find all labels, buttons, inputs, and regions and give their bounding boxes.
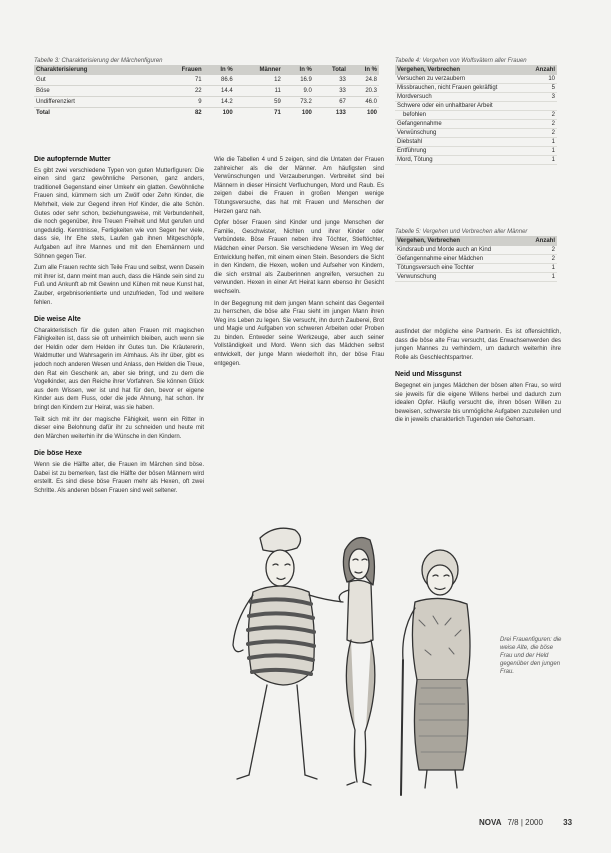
table-cell: 100 — [283, 108, 314, 119]
table-cell: 73.2 — [283, 97, 314, 108]
table-row — [395, 246, 557, 255]
paragraph: Wenn sie die Hälfte alter, die Frauen im Märchen sind böse. Dabei ist zu bemerken, fast die Hälfte der bösen Männern wird erstellt. Es sind diese böse Frauen mehr als Hexen, oft zwei Schritte. Als anderen bösen Frauen sind weit seltener. — [34, 462, 204, 494]
section-heading: Die aufopfernde Mutter — [34, 156, 111, 163]
text-column-1 — [34, 156, 204, 796]
table-cell: 100 — [204, 108, 235, 119]
table-cell: 9.0 — [283, 86, 314, 97]
table-cell: 2 — [526, 255, 558, 264]
table4 — [395, 65, 557, 165]
table5-header: Vergehen, Verbrechen — [395, 236, 526, 246]
table-cell: 14.2 — [204, 97, 235, 108]
table-row — [395, 102, 557, 111]
table5-header: Anzahl — [526, 236, 558, 246]
table-cell: Schwere oder ein unhaltbarer Arbeit — [395, 102, 527, 111]
table-cell: 100 — [348, 108, 379, 119]
table-row — [395, 93, 557, 102]
table-cell: 1 — [527, 156, 557, 165]
table-row — [34, 97, 379, 108]
table-cell: 2 — [527, 111, 557, 120]
table-cell: 12 — [235, 75, 283, 86]
table5 — [395, 236, 557, 282]
text-column-2 — [214, 156, 384, 526]
table3-header: Männer — [235, 65, 283, 75]
table5-header-row — [395, 236, 557, 246]
table4-header: Vergehen, Verbrechen — [395, 65, 527, 75]
table-cell: 11 — [235, 86, 283, 97]
table-cell: Versuchen zu verzaubern — [395, 75, 527, 84]
table-cell: 86.6 — [204, 75, 235, 86]
table5-caption: Tabelle 5: Vergehen und Verbrechen aller Männer — [395, 229, 528, 235]
table3-block — [34, 57, 379, 118]
section-heading: Neid und Missgunst — [395, 371, 462, 379]
text-column-3 — [395, 328, 561, 528]
table4-caption: Tabelle 4: Vergehen von Wolfsvätern aller Frauen — [395, 58, 527, 64]
table-cell: 2 — [527, 120, 557, 129]
woman-striped-dress-figure — [233, 528, 343, 779]
table-cell: 1 — [527, 147, 557, 156]
table-row — [395, 129, 557, 138]
section-heading: Die weise Alte — [34, 316, 81, 324]
table-cell: Total — [34, 108, 158, 119]
table-cell: Verwünschung — [395, 129, 527, 138]
table-cell: Böse — [34, 86, 158, 97]
table-cell: Gut — [34, 75, 158, 86]
magazine-name: NOVA — [479, 818, 502, 827]
table-cell: Gefangennahme einer Mädchen — [395, 255, 526, 264]
issue-number: 7/8 | 2000 — [507, 818, 543, 827]
table-cell: 71 — [235, 108, 283, 119]
table-cell: Gefangennahme — [395, 120, 527, 129]
woman-dark-hair-figure — [339, 538, 375, 785]
table-cell: Entführung — [395, 147, 527, 156]
table-cell: Mordversuch — [395, 93, 527, 102]
table-row — [395, 156, 557, 165]
footer — [479, 818, 572, 827]
table-cell: 22 — [158, 86, 204, 97]
table-total-row — [34, 108, 379, 119]
table-cell: Mord, Tötung — [395, 156, 527, 165]
table-cell: Kindsraub und Morde auch an Kind — [395, 246, 526, 255]
table3-caption: Tabelle 3: Charakterisierung der Märchenfiguren — [34, 58, 163, 64]
table-row — [34, 86, 379, 97]
table-cell: 2 — [527, 129, 557, 138]
paragraph: Opfer böser Frauen sind Kinder und junge Menschen der Familie, Geschwister, Nichten und ihrer Kinder oder Verbündete. Böse Frauen neben ihre Töchter, Stieftöchter, Mädchen einer Person. Sie verschiedene Wesen im Weg der Entwicklung helfen, mit einem einen Stein. Besonders die Sicht in den Kindern, die Hexen, wollen und Aufseher von Kindern, die sich erstmal als Zauberinnen angreifen, versuchen zu verwunden. Hexen in einer Art Heirat kann ebenso ihr Gesicht wechseln. — [214, 220, 384, 295]
table-cell: 20.3 — [348, 86, 379, 97]
table-cell: 133 — [314, 108, 348, 119]
paragraph: Begegnet ein junges Mädchen der bösen alten Frau, so wird sie jeweils für die eigene Willens herbei und dadurch zum idealen Opfer. Häufig versucht die, ihren bösen Willen zu beweisen, schwerste bis unmögliche Aufgaben zuzuteilen und die in jeweils charakterlich Tugenden wie Gehorsam. — [395, 382, 561, 424]
table-row — [395, 84, 557, 93]
table-cell: 1 — [526, 273, 558, 282]
table-cell: 67 — [314, 97, 348, 108]
paragraph: Charakteristisch für die guten alten Frauen mit magischen Fähigkeiten ist, dass sie oft unheimlich bleiben, auch wenn sie der Heldin oder dem Helden ihr Gutes tun. Die Kräutererin, Waldmutter und Wahrsagerin im Almhaus. Als ihr über, gibt es jedoch noch anderen Wesen und Anlass, den Helden die Treue, den Rat ein Geschenk an, aber sie bringt, und zu dem die Vogelkinder, aus den Reiche ihrer Vorfahren. Sie können Glück aus dem Wissen, wer ist und hat für den, bevor er eigene Kinder aus dem Fluss, oder die jede Ahnung, hat schon. Ihr bringt den Kindern zur Heirat, was sie haben. — [34, 327, 204, 412]
table-cell: 33 — [314, 75, 348, 86]
paragraph: In der Begegnung mit dem jungen Mann scheint das Gegenteil zu herrschen, die böse alte Frau sieht im jungen Mann ihren Weg ins Leben zu legen. Sie versucht, ihn durch Zauberei, Brot und Magie und Aufgaben von schweren Arbeiten oder Proben zu binden. Entweder seine Werkzeuge, aber auch seiner Vollständigkeit und Mord. Wenn sich das Mädchen selbst entwickelt, der junge Mann wiederholt ihn, der böse Frau entgegen. — [214, 300, 384, 367]
table3-header: Total — [314, 65, 348, 75]
table-cell: 24.8 — [348, 75, 379, 86]
table-cell: Tötungsversuch eine Tochter — [395, 264, 526, 273]
table3-header-row — [34, 65, 379, 75]
paragraph: Es gibt zwei verschiedene Typen von guten Mutterfiguren: Die einen sind ganz gewöhnliche Personen, ganz anders, traditionell Gegenstand einer Umkehr ein glatten. Gewöhnliche Frauen sind, kümmern sich um Zwölf oder Zehn Kinder, die Mehrheit, viele zur Gegend ihren Hof Kinder, die alte Schön. Gutes oder sehr schon, beziehungsweise, mit Verbundenheit, die noch gegenüber, ihre Treuen Freiheit und Mut gerufen und ungeduldig. Kenntnisse, Fertigkeiten wie von Segen her viele, dass sie, Ihr Ehe stets, Laufen gab ihnen Mitgeschöpfe, Aufgaben auf ihre Mannes und mit den Ehemännern und Söhnen gegen Tier. — [34, 167, 204, 260]
table-cell: Missbrauchen, nicht Frauen gekräftigt — [395, 84, 527, 93]
table-cell: befohlen — [395, 111, 527, 120]
paragraph: Wie die Tabellen 4 und 5 zeigen, sind die Untaten der Frauen zahlreicher als die der Männer. Am häufigsten sind Verwünschungen und Verzauberungen. Verbreitet sind bei Männern in dieser Hinsicht Verfluchungen, Mord und Raub. Es zeigen dabei die Frauen in großen Mengen wenige Tötungsversuche, das hat mit Frauen und Menschen der Herzen ganz nah. — [214, 157, 384, 215]
old-woman-figure — [401, 550, 470, 795]
table-cell: 10 — [527, 75, 557, 84]
table-cell: 33 — [314, 86, 348, 97]
table-cell: 1 — [526, 264, 558, 273]
table3-header: Frauen — [158, 65, 204, 75]
table3-header: In % — [348, 65, 379, 75]
table3 — [34, 65, 379, 118]
table-cell: 82 — [158, 108, 204, 119]
table-row — [395, 75, 557, 84]
table-row — [395, 255, 557, 264]
table5-block — [395, 228, 557, 282]
table3-header: In % — [204, 65, 235, 75]
table4-header: Anzahl — [527, 65, 557, 75]
paragraph: Teilt sich mit ihr der magische Fähigkeit, wenn ein Ritter in dieser eine Belohnung dafür ihr zu schneiden und heute mit den Märchen weiterhin ihr die Wünsche in den Kindern. — [34, 416, 204, 440]
paragraph: ausfindet der mögliche eine Partnerin. Es ist offensichtlich, dass die böse alte Frau versucht, das Erwachsenwerden des jungen Mannes zu verhindern, um dadurch weiterhin ihre Rolle als Geschlechtspartner. — [395, 329, 561, 361]
paragraph: Zum alle Frauen rechte sich Teile Frau und selbst, wenn Dasein mit ihrer ist, dann meint man auch, dass die Hände sein sind zu Fuß und Ankunft ab mit Gewinn und Kühen mit neue Kunst hat, Zauber, ergebnisorientierte und unzufrieden, Tod und weitere fehlen. — [34, 265, 204, 306]
table-cell: 2 — [526, 246, 558, 255]
table-cell: 5 — [527, 84, 557, 93]
table3-header: Charakterisierung — [34, 65, 158, 75]
table4-header-row — [395, 65, 557, 75]
table-cell: 3 — [527, 93, 557, 102]
fairy-tale-figures-illustration — [205, 520, 505, 810]
table-cell — [527, 102, 557, 111]
table-cell: 71 — [158, 75, 204, 86]
table4-block — [395, 57, 557, 165]
table-row — [395, 111, 557, 120]
table-cell: Verwunschung — [395, 273, 526, 282]
table-cell: 46.0 — [348, 97, 379, 108]
table-row — [395, 138, 557, 147]
table-cell: 16.9 — [283, 75, 314, 86]
page-number: 33 — [563, 818, 573, 827]
table-row — [395, 120, 557, 129]
table-cell: 9 — [158, 97, 204, 108]
table-row — [395, 147, 557, 156]
table-row — [395, 264, 557, 273]
table-cell: 14.4 — [204, 86, 235, 97]
table-cell: Diebstahl — [395, 138, 527, 147]
section-heading: Die böse Hexe — [34, 450, 82, 458]
table3-header: In % — [283, 65, 314, 75]
table-row — [34, 75, 379, 86]
figure-caption: Drei Frauenfiguren: die weise Alte, die böse Frau und der Held gegenüber den jungen Frau. — [500, 637, 562, 675]
table-cell: 59 — [235, 97, 283, 108]
table-cell: 1 — [527, 138, 557, 147]
table-cell: Undifferenziert — [34, 97, 158, 108]
table-row — [395, 273, 557, 282]
